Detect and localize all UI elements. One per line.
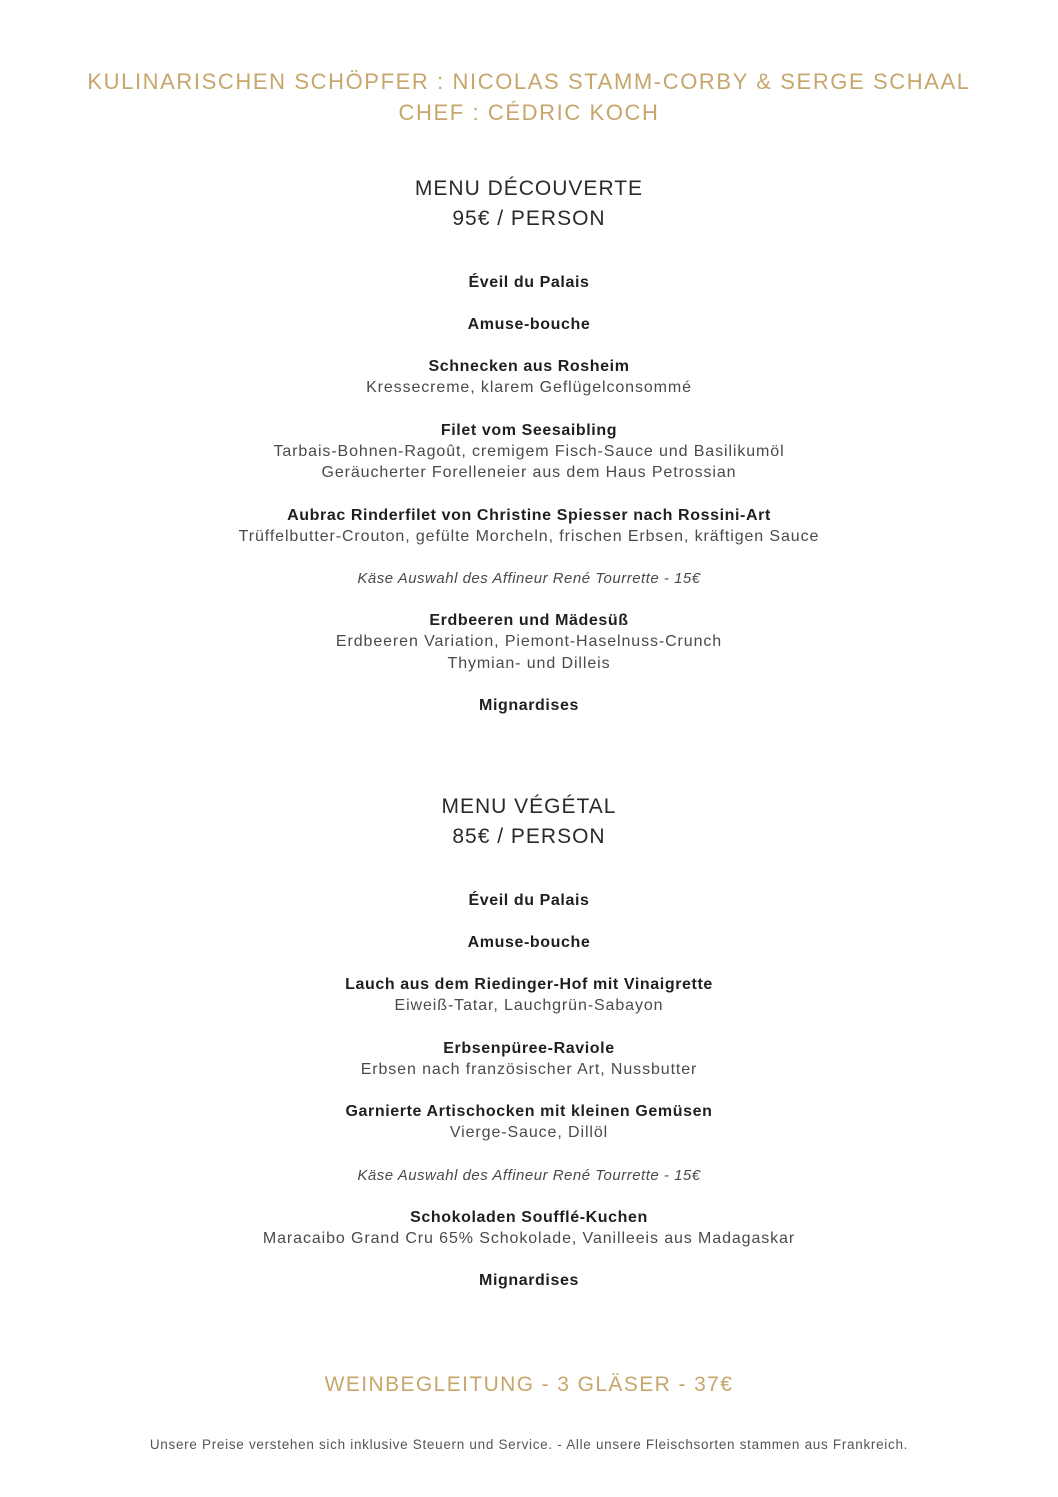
course-description: Erdbeeren Variation, Piemont-Haselnuss-Crunch <box>335 633 723 650</box>
course-item <box>0 1270 1058 1291</box>
course-name: Garnierte Artischocken mit kleinen Gemüsen <box>345 1103 713 1120</box>
course-item <box>0 314 1058 335</box>
wine-pairing: WEINBEGLEITUNG - 3 GLÄSER - 37€ <box>324 1373 734 1396</box>
course-item <box>0 695 1058 716</box>
footer-note: Unsere Preise verstehen sich inklusive Steuern und Service. - Alle unsere Fleischsorten stammen aus Frankreich. <box>149 1437 909 1452</box>
course-description: Vierge-Sauce, Dillöl <box>449 1124 609 1141</box>
course-name: Erdbeeren und Mädesüß <box>429 612 629 629</box>
course-item <box>0 505 1058 548</box>
course-name: Schokoladen Soufflé-Kuchen <box>410 1208 648 1226</box>
cheese-supplement: Käse Auswahl des Affineur René Tourrette - 15€ <box>357 570 701 587</box>
course-description: Kressecreme, klarem Geflügelconsommé <box>366 379 692 396</box>
menu-vegetal-courses <box>0 890 1058 1312</box>
cheese-supplement: Käse Auswahl des Affineur René Tourrette - 15€ <box>357 1166 701 1184</box>
chef-line: CHEF : CÉDRIC KOCH <box>398 100 660 125</box>
course-item <box>0 420 1058 484</box>
course-item <box>0 1207 1058 1250</box>
course-name: Erbsenpüree-Raviole <box>443 1039 615 1057</box>
creators-line: KULINARISCHEN SCHÖPFER : NICOLAS STAMM-CORBY & SERGE SCHAAL <box>87 69 971 94</box>
course-item <box>0 568 1058 589</box>
course-item <box>0 974 1058 1017</box>
menu-title: MENU VÉGÉTAL <box>441 795 617 818</box>
course-item <box>0 610 1058 674</box>
course-name: Schnecken aus Rosheim <box>428 358 630 375</box>
menu-title: MENU DÉCOUVERTE <box>414 177 644 200</box>
course-description: Eiweiß-Tatar, Lauchgrün-Sabayon <box>394 997 664 1014</box>
menu-price: 95€ / PERSON <box>452 207 606 230</box>
course-name: Filet vom Seesaibling <box>440 421 618 439</box>
menu-price: 85€ / PERSON <box>452 825 606 848</box>
course-name: Aubrac Rinderfilet von Christine Spiesser nach Rossini-Art <box>287 506 771 524</box>
course-item <box>0 890 1058 911</box>
course-description: Tarbais-Bohnen-Ragoût, cremigem Fisch-Sauce und Basilikumöl <box>273 442 785 460</box>
course-description: Geräucherter Forelleneier aus dem Haus Petrossian <box>321 464 737 481</box>
course-name: Éveil du Palais <box>468 274 590 291</box>
course-description: Erbsen nach französischer Art, Nussbutter <box>360 1060 698 1078</box>
course-description: Thymian- und Dilleis <box>447 654 611 672</box>
course-name: Lauch aus dem Riedinger-Hof mit Vinaigrette <box>345 976 713 993</box>
course-name: Amuse-bouche <box>467 316 591 333</box>
course-name: Mignardises <box>479 1272 579 1289</box>
course-item <box>0 932 1058 953</box>
course-name: Amuse-bouche <box>467 934 591 951</box>
course-item <box>0 1101 1058 1144</box>
menu-vegetal-heading <box>0 792 1058 852</box>
course-item <box>0 272 1058 293</box>
menu-decouverte-courses <box>0 272 1058 737</box>
course-item <box>0 356 1058 399</box>
course-description: Maracaibo Grand Cru 65% Schokolade, Vanilleeis aus Madagaskar <box>262 1229 796 1247</box>
menu-decouverte-heading <box>0 174 1058 234</box>
chef-credits <box>0 66 1058 128</box>
course-item <box>0 1038 1058 1081</box>
course-name: Mignardises <box>479 697 579 714</box>
course-description: Trüffelbutter-Crouton, gefülte Morcheln, frischen Erbsen, kräftigen Sauce <box>238 527 820 545</box>
course-item <box>0 1165 1058 1186</box>
course-name: Éveil du Palais <box>468 892 590 909</box>
